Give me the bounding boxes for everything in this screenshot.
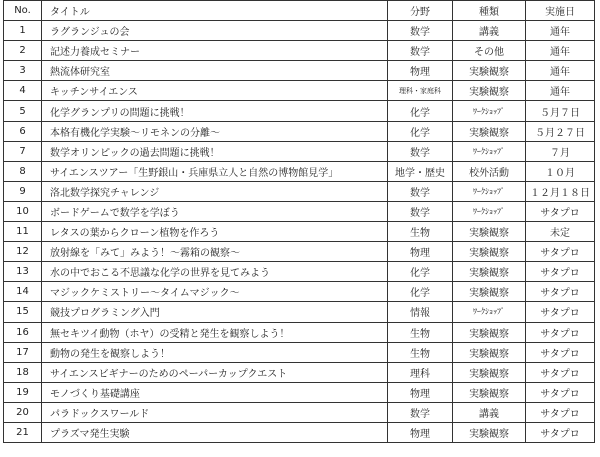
row-title: 数学オリンピックの過去問題に挑戦！ — [42, 141, 388, 161]
row-no: 15 — [4, 302, 42, 322]
table-row — [4, 141, 595, 161]
row-field: 数学 — [388, 141, 453, 161]
table-row — [4, 101, 595, 121]
row-field: 化学 — [388, 262, 453, 282]
row-date: サタプロ — [526, 422, 595, 442]
table-row — [4, 342, 595, 362]
row-date: サタプロ — [526, 342, 595, 362]
row-field: 数学 — [388, 402, 453, 422]
row-no: 18 — [4, 362, 42, 382]
header-title: タイトル — [42, 1, 388, 21]
row-date: 通年 — [526, 41, 595, 61]
row-type: ﾜｰｸｼｮｯﾌﾟ — [453, 201, 526, 221]
row-date: 通年 — [526, 81, 595, 101]
row-date: サタプロ — [526, 302, 595, 322]
table-row — [4, 201, 595, 221]
row-date: ５月７日 — [526, 101, 595, 121]
row-no: 9 — [4, 181, 42, 201]
row-date: サタプロ — [526, 322, 595, 342]
header-no: No. — [4, 1, 42, 21]
row-type: 実験観察 — [453, 342, 526, 362]
row-title: 競技プログラミング入門 — [42, 302, 388, 322]
row-no: 19 — [4, 382, 42, 402]
row-title: サイエンスビギナーのためのペーパーカップクエスト — [42, 362, 388, 382]
table-row — [4, 61, 595, 81]
row-type: 実験観察 — [453, 61, 526, 81]
row-title: ボードゲームで数学を学ぼう — [42, 201, 388, 221]
row-type: ﾜｰｸｼｮｯﾌﾟ — [453, 181, 526, 201]
program-table — [3, 0, 595, 443]
row-no: 16 — [4, 322, 42, 342]
table-row — [4, 242, 595, 262]
row-title: 化学グランプリの問題に挑戦！ — [42, 101, 388, 121]
row-title: レタスの葉からクローン植物を作ろう — [42, 222, 388, 242]
row-title: 動物の発生を観察しよう！ — [42, 342, 388, 362]
row-date: ５月２７日 — [526, 121, 595, 141]
row-field: 数学 — [388, 181, 453, 201]
row-title: サイエンスツアー「生野銀山・兵庫県立人と自然の博物館見学」 — [42, 161, 388, 181]
row-no: 11 — [4, 222, 42, 242]
row-type: 実験観察 — [453, 282, 526, 302]
table-row — [4, 121, 595, 141]
row-field: 数学 — [388, 201, 453, 221]
row-type: 実験観察 — [453, 262, 526, 282]
row-field: 理科・家庭科 — [388, 81, 453, 101]
row-date: サタプロ — [526, 362, 595, 382]
row-title: 無セキツイ動物（ホヤ）の受精と発生を観察しよう！ — [42, 322, 388, 342]
row-type: 実験観察 — [453, 322, 526, 342]
row-type: その他 — [453, 41, 526, 61]
row-no: 14 — [4, 282, 42, 302]
row-date: サタプロ — [526, 201, 595, 221]
row-type: 実験観察 — [453, 121, 526, 141]
row-no: 13 — [4, 262, 42, 282]
row-date: サタプロ — [526, 282, 595, 302]
row-field: 物理 — [388, 382, 453, 402]
row-type: ﾜｰｸｼｮｯﾌﾟ — [453, 101, 526, 121]
row-date: 未定 — [526, 222, 595, 242]
row-no: 3 — [4, 61, 42, 81]
header-field: 分野 — [388, 1, 453, 21]
row-no: 4 — [4, 81, 42, 101]
row-date: １０月 — [526, 161, 595, 181]
row-type: 実験観察 — [453, 382, 526, 402]
row-field: 数学 — [388, 41, 453, 61]
table-row — [4, 262, 595, 282]
row-no: 5 — [4, 101, 42, 121]
row-no: 20 — [4, 402, 42, 422]
row-field: 生物 — [388, 342, 453, 362]
table-body — [4, 21, 595, 443]
table-row — [4, 181, 595, 201]
row-title: ラグランジュの会 — [42, 21, 388, 41]
table-row — [4, 302, 595, 322]
row-no: 12 — [4, 242, 42, 262]
row-type: 校外活動 — [453, 161, 526, 181]
row-field: 数学 — [388, 21, 453, 41]
row-type: 講義 — [453, 21, 526, 41]
row-type: 実験観察 — [453, 362, 526, 382]
row-field: 化学 — [388, 121, 453, 141]
row-title: 洛北数学探究チャレンジ — [42, 181, 388, 201]
table-row — [4, 362, 595, 382]
header-type: 種類 — [453, 1, 526, 21]
row-title: 放射線を「みて」みよう！～霧箱の観察～ — [42, 242, 388, 262]
row-no: 10 — [4, 201, 42, 221]
row-date: サタプロ — [526, 262, 595, 282]
table-row — [4, 422, 595, 442]
table-row — [4, 81, 595, 101]
row-field: 理科 — [388, 362, 453, 382]
row-title: マジックケミストリー～タイムマジック～ — [42, 282, 388, 302]
row-title: 熱流体研究室 — [42, 61, 388, 81]
row-date: 通年 — [526, 61, 595, 81]
row-field: 物理 — [388, 242, 453, 262]
table-row — [4, 322, 595, 342]
row-type: 実験観察 — [453, 242, 526, 262]
row-no: 2 — [4, 41, 42, 61]
row-title: パラドックスワールド — [42, 402, 388, 422]
row-field: 情報 — [388, 302, 453, 322]
row-no: 1 — [4, 21, 42, 41]
row-date: 通年 — [526, 21, 595, 41]
row-type: ﾜｰｸｼｮｯﾌﾟ — [453, 302, 526, 322]
row-type: 講義 — [453, 402, 526, 422]
row-field: 化学 — [388, 282, 453, 302]
row-title: モノづくり基礎講座 — [42, 382, 388, 402]
table-row — [4, 222, 595, 242]
row-field: 生物 — [388, 322, 453, 342]
row-date: サタプロ — [526, 382, 595, 402]
row-date: ７月 — [526, 141, 595, 161]
row-field: 生物 — [388, 222, 453, 242]
table-row — [4, 21, 595, 41]
row-type: 実験観察 — [453, 222, 526, 242]
row-no: 7 — [4, 141, 42, 161]
row-title: 水の中でおこる不思議な化学の世界を見てみよう — [42, 262, 388, 282]
row-date: １２月１８日 — [526, 181, 595, 201]
row-no: 8 — [4, 161, 42, 181]
table-row — [4, 382, 595, 402]
row-type: 実験観察 — [453, 422, 526, 442]
row-title: プラズマ発生実験 — [42, 422, 388, 442]
row-field: 物理 — [388, 61, 453, 81]
row-no: 17 — [4, 342, 42, 362]
row-date: サタプロ — [526, 402, 595, 422]
row-field: 地学・歴史 — [388, 161, 453, 181]
row-type: 実験観察 — [453, 81, 526, 101]
table-row — [4, 161, 595, 181]
row-title: キッチンサイエンス — [42, 81, 388, 101]
row-type: ﾜｰｸｼｮｯﾌﾟ — [453, 141, 526, 161]
table-row — [4, 282, 595, 302]
row-date: サタプロ — [526, 242, 595, 262]
row-title: 記述力養成セミナー — [42, 41, 388, 61]
row-field: 化学 — [388, 101, 453, 121]
row-field: 物理 — [388, 422, 453, 442]
table-header-row — [4, 1, 595, 21]
table-row — [4, 402, 595, 422]
header-date: 実施日 — [526, 1, 595, 21]
row-title: 本格有機化学実験～リモネンの分離～ — [42, 121, 388, 141]
row-no: 6 — [4, 121, 42, 141]
table-row — [4, 41, 595, 61]
row-no: 21 — [4, 422, 42, 442]
